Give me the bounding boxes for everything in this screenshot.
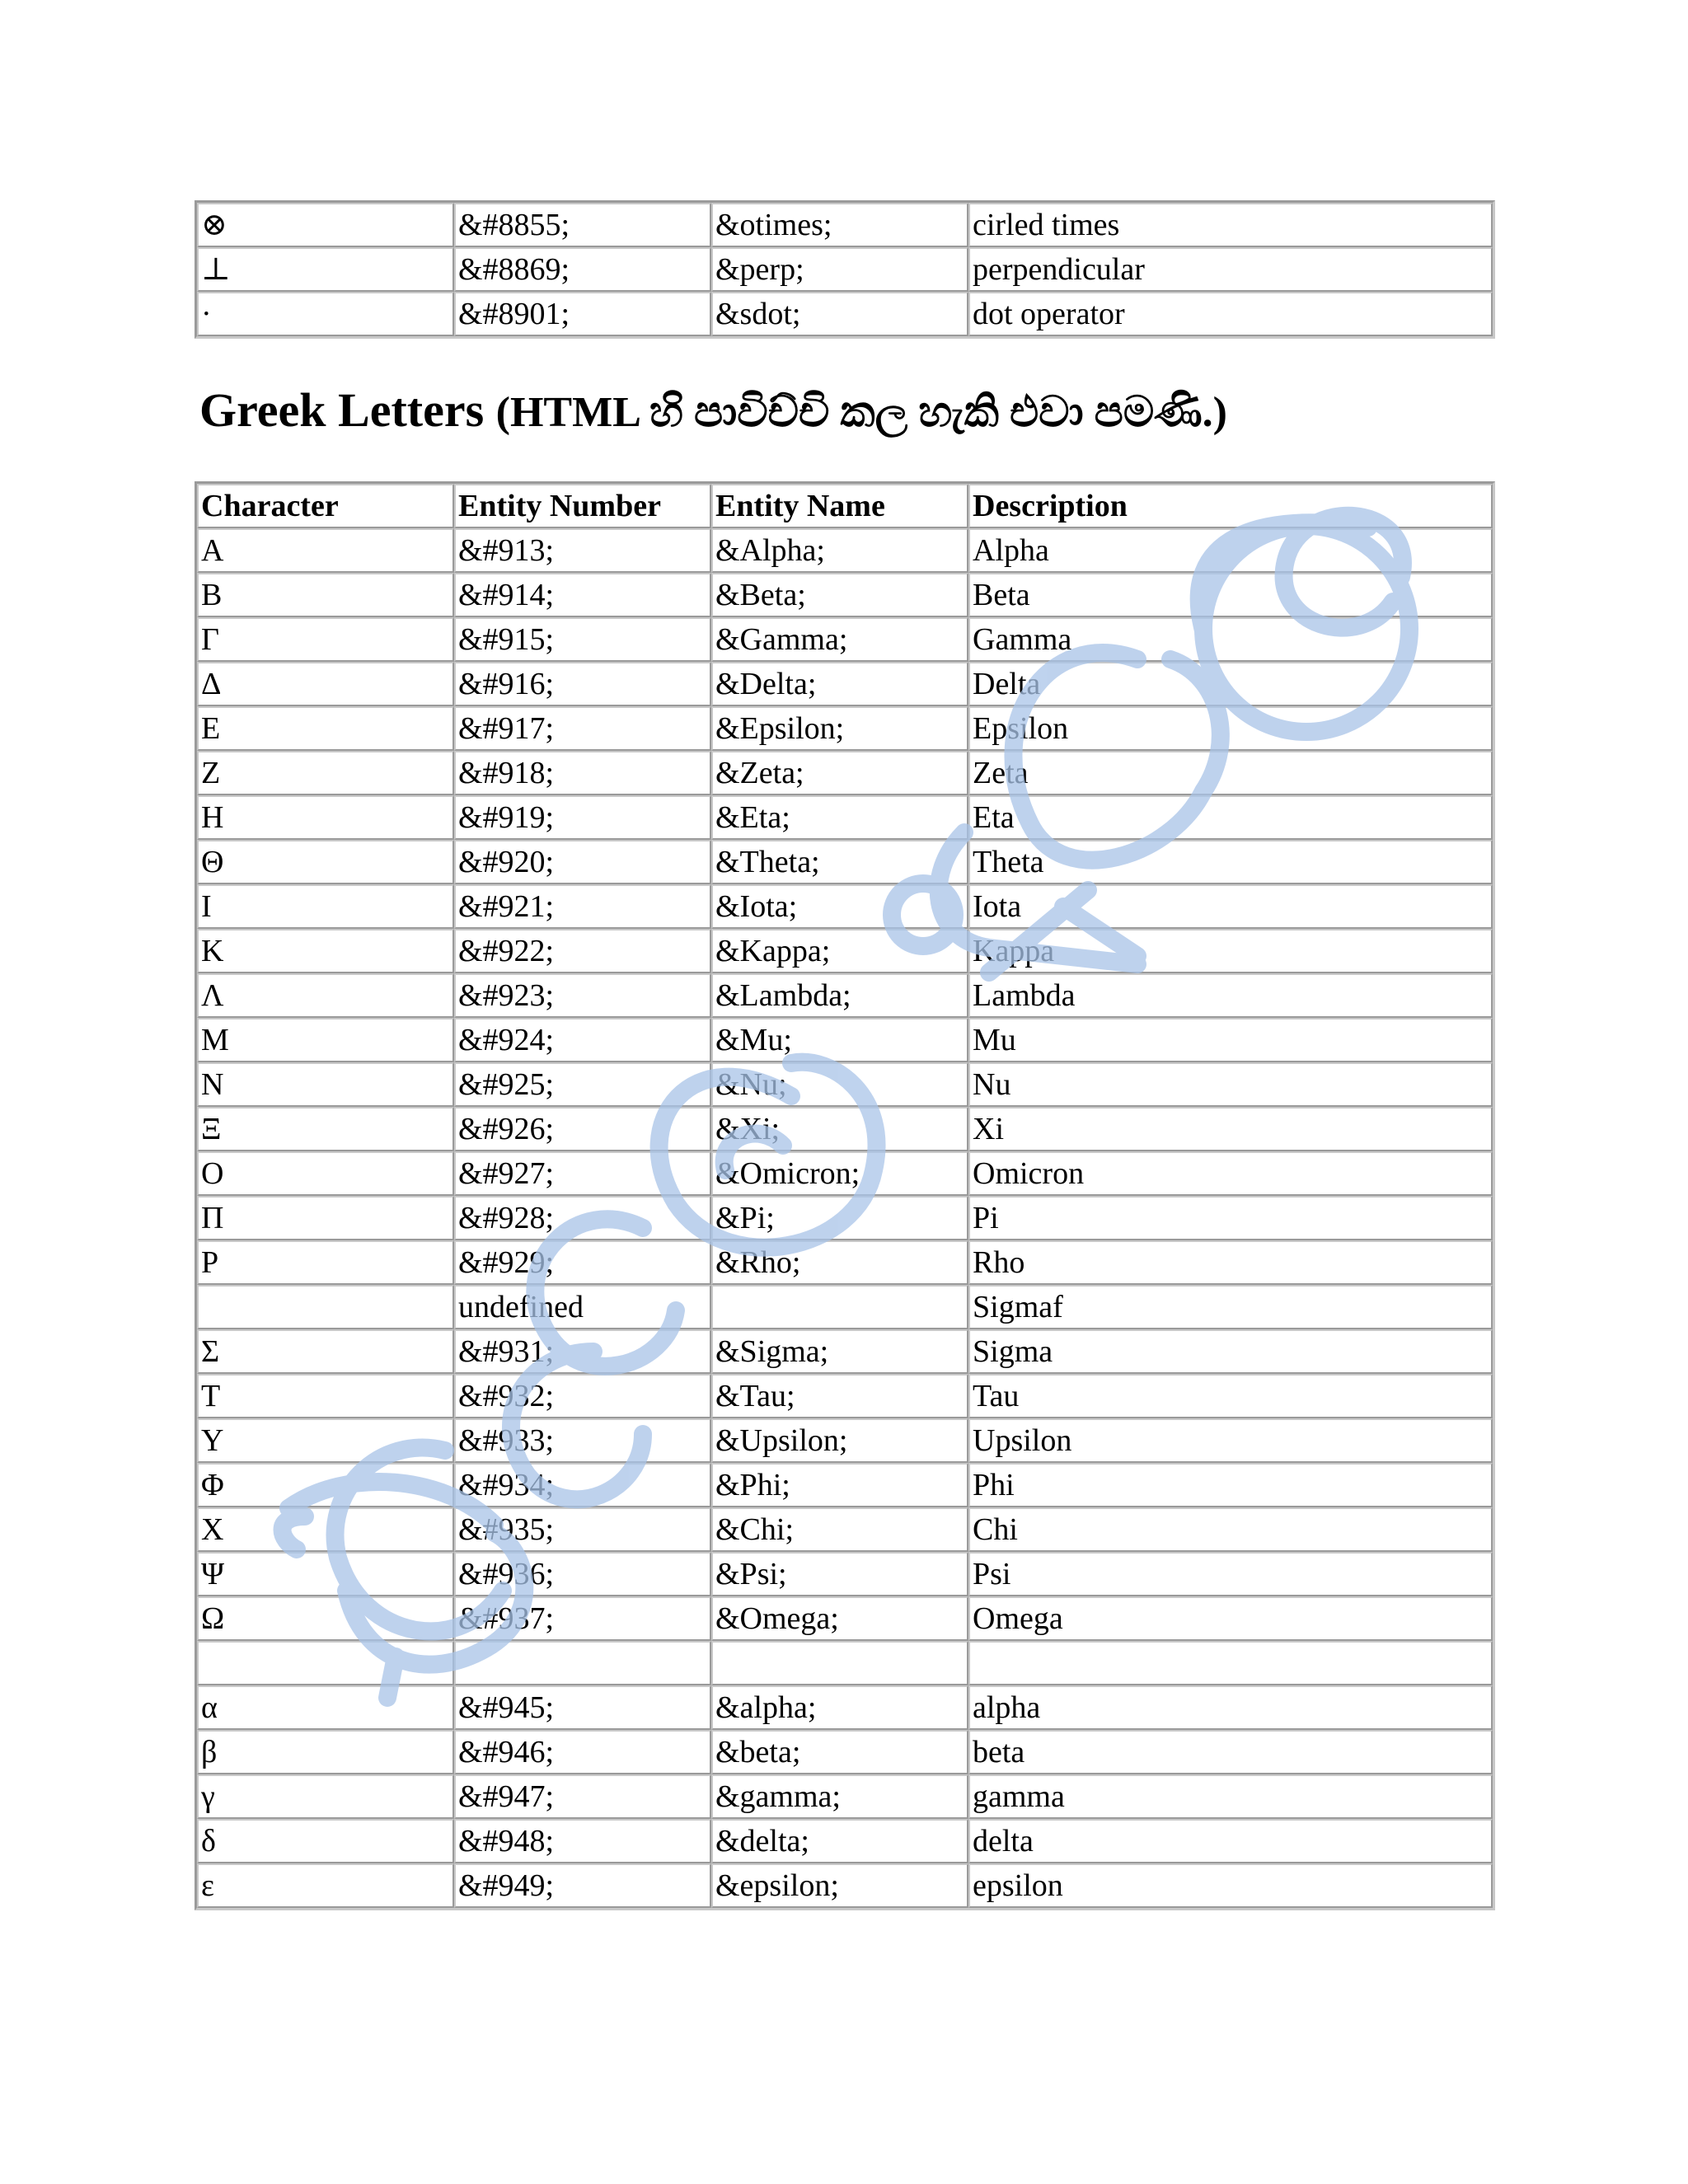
table-row <box>197 203 1493 247</box>
character-cell: Ο <box>197 1151 454 1196</box>
entity-name-cell: &Lambda; <box>711 973 968 1018</box>
description-cell: Beta <box>968 573 1493 617</box>
character-cell: Ν <box>197 1062 454 1107</box>
entity-name-cell: &perp; <box>711 247 968 292</box>
entity-number-cell: &#920; <box>454 840 711 884</box>
entity-number-cell: &#945; <box>454 1685 711 1730</box>
table-row <box>197 1552 1493 1596</box>
character-cell: Υ <box>197 1418 454 1463</box>
table-row <box>197 1151 1493 1196</box>
description-cell: Iota <box>968 884 1493 929</box>
table-row <box>197 1196 1493 1240</box>
character-cell: Θ <box>197 840 454 884</box>
description-cell: Psi <box>968 1552 1493 1596</box>
table-row <box>197 1285 1493 1329</box>
entity-name-cell: &Chi; <box>711 1507 968 1552</box>
table-row <box>197 1374 1493 1418</box>
character-cell: Μ <box>197 1018 454 1062</box>
entity-name-cell: &Zeta; <box>711 751 968 795</box>
description-cell: alpha <box>968 1685 1493 1730</box>
character-cell: · <box>197 292 454 336</box>
character-cell: Τ <box>197 1374 454 1418</box>
entity-number-cell: &#918; <box>454 751 711 795</box>
description-cell: cirled times <box>968 203 1493 247</box>
entity-number-cell: &#913; <box>454 528 711 573</box>
character-cell: Κ <box>197 929 454 973</box>
character-cell: β <box>197 1730 454 1774</box>
table-row <box>197 1107 1493 1151</box>
entity-name-cell: &Epsilon; <box>711 706 968 751</box>
description-cell: Zeta <box>968 751 1493 795</box>
header-character: Character <box>197 484 454 528</box>
table-row <box>197 1685 1493 1730</box>
entity-name-cell: &Xi; <box>711 1107 968 1151</box>
character-cell: Φ <box>197 1463 454 1507</box>
header-description: Description <box>968 484 1493 528</box>
table-row <box>197 795 1493 840</box>
description-cell: Lambda <box>968 973 1493 1018</box>
entity-name-cell: &beta; <box>711 1730 968 1774</box>
description-cell: Alpha <box>968 528 1493 573</box>
entity-name-cell <box>711 1285 968 1329</box>
description-cell: Omicron <box>968 1151 1493 1196</box>
entity-number-cell: &#935; <box>454 1507 711 1552</box>
entity-name-cell: &Kappa; <box>711 929 968 973</box>
entity-name-cell: &Pi; <box>711 1196 968 1240</box>
description-cell: Theta <box>968 840 1493 884</box>
entity-name-cell: &Beta; <box>711 573 968 617</box>
top-entity-table <box>195 200 1495 339</box>
entity-name-cell: &Iota; <box>711 884 968 929</box>
table-row <box>197 247 1493 292</box>
table-row <box>197 1819 1493 1863</box>
table-row <box>197 617 1493 662</box>
heading-title: Greek Letters <box>199 383 485 437</box>
description-cell: Epsilon <box>968 706 1493 751</box>
character-cell: Ι <box>197 884 454 929</box>
section-heading <box>199 382 1227 442</box>
entity-name-cell: &Mu; <box>711 1018 968 1062</box>
entity-name-cell <box>711 1641 968 1685</box>
entity-number-cell: &#915; <box>454 617 711 662</box>
entity-number-cell: &#932; <box>454 1374 711 1418</box>
entity-name-cell: &Tau; <box>711 1374 968 1418</box>
entity-name-cell: &epsilon; <box>711 1863 968 1908</box>
table-row <box>197 884 1493 929</box>
character-cell: Η <box>197 795 454 840</box>
entity-number-cell: &#926; <box>454 1107 711 1151</box>
description-cell: Mu <box>968 1018 1493 1062</box>
table-row <box>197 751 1493 795</box>
entity-name-cell: &Eta; <box>711 795 968 840</box>
description-cell: Chi <box>968 1507 1493 1552</box>
character-cell: ⊥ <box>197 247 454 292</box>
description-cell: Pi <box>968 1196 1493 1240</box>
character-cell: ⊗ <box>197 203 454 247</box>
entity-number-cell: &#8869; <box>454 247 711 292</box>
entity-name-cell: &gamma; <box>711 1774 968 1819</box>
entity-name-cell: &Phi; <box>711 1463 968 1507</box>
table-row <box>197 973 1493 1018</box>
character-cell: Γ <box>197 617 454 662</box>
description-cell: perpendicular <box>968 247 1493 292</box>
table-row <box>197 1018 1493 1062</box>
entity-number-cell: &#914; <box>454 573 711 617</box>
header-entity-name: Entity Name <box>711 484 968 528</box>
table-row <box>197 1596 1493 1641</box>
table-row <box>197 1463 1493 1507</box>
entity-name-cell: &Alpha; <box>711 528 968 573</box>
entity-name-cell: &otimes; <box>711 203 968 247</box>
table-row <box>197 1863 1493 1908</box>
entity-number-cell: &#949; <box>454 1863 711 1908</box>
entity-name-cell: &Omicron; <box>711 1151 968 1196</box>
description-cell: epsilon <box>968 1863 1493 1908</box>
description-cell: Gamma <box>968 617 1493 662</box>
description-cell: Delta <box>968 662 1493 706</box>
entity-number-cell: &#947; <box>454 1774 711 1819</box>
entity-number-cell: &#931; <box>454 1329 711 1374</box>
table-row <box>197 1774 1493 1819</box>
description-cell: Omega <box>968 1596 1493 1641</box>
table-row <box>197 706 1493 751</box>
entity-name-cell: &Upsilon; <box>711 1418 968 1463</box>
description-cell: delta <box>968 1819 1493 1863</box>
entity-name-cell: &Sigma; <box>711 1329 968 1374</box>
entity-name-cell: &Rho; <box>711 1240 968 1285</box>
entity-number-cell: &#924; <box>454 1018 711 1062</box>
character-cell: Χ <box>197 1507 454 1552</box>
entity-name-cell: &Nu; <box>711 1062 968 1107</box>
table-row <box>197 1062 1493 1107</box>
description-cell: Nu <box>968 1062 1493 1107</box>
description-cell: Upsilon <box>968 1418 1493 1463</box>
description-cell: Xi <box>968 1107 1493 1151</box>
entity-name-cell: &Psi; <box>711 1552 968 1596</box>
description-cell: Tau <box>968 1374 1493 1418</box>
table-row <box>197 840 1493 884</box>
character-cell: Β <box>197 573 454 617</box>
description-cell: Kappa <box>968 929 1493 973</box>
entity-name-cell: &Gamma; <box>711 617 968 662</box>
entity-number-cell: &#8901; <box>454 292 711 336</box>
character-cell: Ω <box>197 1596 454 1641</box>
description-cell: Eta <box>968 795 1493 840</box>
character-cell <box>197 1641 454 1685</box>
entity-number-cell: &#8855; <box>454 203 711 247</box>
table-row <box>197 1507 1493 1552</box>
table-row <box>197 528 1493 573</box>
entity-number-cell: undefined <box>454 1285 711 1329</box>
entity-number-cell: &#934; <box>454 1463 711 1507</box>
description-cell: gamma <box>968 1774 1493 1819</box>
entity-name-cell: &sdot; <box>711 292 968 336</box>
entity-number-cell: &#937; <box>454 1596 711 1641</box>
entity-name-cell: &alpha; <box>711 1685 968 1730</box>
character-cell: Ε <box>197 706 454 751</box>
description-cell: Sigma <box>968 1329 1493 1374</box>
entity-number-cell: &#948; <box>454 1819 711 1863</box>
table-row <box>197 573 1493 617</box>
entity-name-cell: &delta; <box>711 1819 968 1863</box>
table-row <box>197 292 1493 336</box>
description-cell: beta <box>968 1730 1493 1774</box>
entity-name-cell: &Delta; <box>711 662 968 706</box>
entity-number-cell: &#936; <box>454 1552 711 1596</box>
greek-table-body <box>197 528 1493 1908</box>
character-cell: Α <box>197 528 454 573</box>
character-cell: Ρ <box>197 1240 454 1285</box>
character-cell: Ζ <box>197 751 454 795</box>
description-cell <box>968 1641 1493 1685</box>
character-cell: δ <box>197 1819 454 1863</box>
entity-number-cell: &#946; <box>454 1730 711 1774</box>
table-header-row <box>197 484 1493 528</box>
character-cell: Ψ <box>197 1552 454 1596</box>
description-cell: Phi <box>968 1463 1493 1507</box>
entity-number-cell: &#917; <box>454 706 711 751</box>
entity-number-cell <box>454 1641 711 1685</box>
description-cell: Sigmaf <box>968 1285 1493 1329</box>
character-cell: Ξ <box>197 1107 454 1151</box>
header-entity-number: Entity Number <box>454 484 711 528</box>
entity-number-cell: &#925; <box>454 1062 711 1107</box>
character-cell: γ <box>197 1774 454 1819</box>
entity-name-cell: &Omega; <box>711 1596 968 1641</box>
table-row <box>197 1730 1493 1774</box>
entity-number-cell: &#929; <box>454 1240 711 1285</box>
entity-number-cell: &#919; <box>454 795 711 840</box>
entity-number-cell: &#916; <box>454 662 711 706</box>
entity-number-cell: &#928; <box>454 1196 711 1240</box>
character-cell <box>197 1285 454 1329</box>
entity-number-cell: &#921; <box>454 884 711 929</box>
table-row <box>197 1418 1493 1463</box>
entity-number-cell: &#922; <box>454 929 711 973</box>
table-row <box>197 662 1493 706</box>
character-cell: Π <box>197 1196 454 1240</box>
description-cell: dot operator <box>968 292 1493 336</box>
character-cell: Δ <box>197 662 454 706</box>
table-row <box>197 929 1493 973</box>
table-row <box>197 1641 1493 1685</box>
description-cell: Rho <box>968 1240 1493 1285</box>
table-row <box>197 1240 1493 1285</box>
heading-note: (HTML හි පාවිච්චි කල හැකි එවා පමණි.) <box>495 389 1227 436</box>
entity-number-cell: &#923; <box>454 973 711 1018</box>
entity-name-cell: &Theta; <box>711 840 968 884</box>
entity-number-cell: &#927; <box>454 1151 711 1196</box>
character-cell: ε <box>197 1863 454 1908</box>
character-cell: α <box>197 1685 454 1730</box>
greek-letters-table <box>195 481 1495 1910</box>
character-cell: Σ <box>197 1329 454 1374</box>
table-row <box>197 1329 1493 1374</box>
character-cell: Λ <box>197 973 454 1018</box>
entity-number-cell: &#933; <box>454 1418 711 1463</box>
